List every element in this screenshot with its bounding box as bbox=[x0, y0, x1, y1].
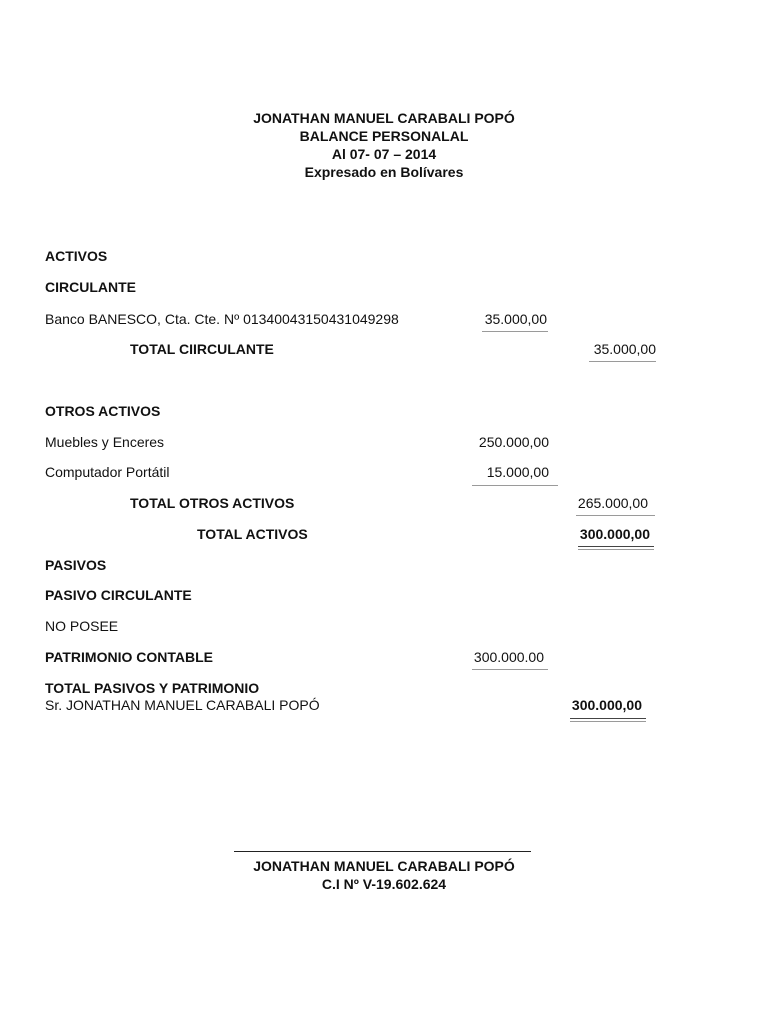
furniture-amount: 250.000,00 bbox=[478, 434, 549, 450]
total-assets-label: TOTAL ACTIVOS bbox=[197, 526, 308, 542]
total-other-assets-label: TOTAL OTROS ACTIVOS bbox=[130, 495, 295, 511]
bank-account-amount: 35.000,00 bbox=[484, 311, 547, 327]
current-liabilities-heading: PASIVO CIRCULANTE bbox=[45, 587, 192, 603]
currency-note: Expresado en Bolívares bbox=[304, 164, 464, 180]
laptop-amount-underline bbox=[472, 485, 558, 486]
current-assets-heading: CIRCULANTE bbox=[45, 279, 136, 295]
current-liabilities-value: NO POSEE bbox=[45, 618, 119, 634]
liabilities-heading: PASIVOS bbox=[45, 557, 107, 573]
equity-amount-underline bbox=[472, 669, 548, 670]
bank-amount-underline bbox=[482, 331, 548, 332]
total-other-assets-underline bbox=[576, 515, 655, 516]
owner-line: Sr. JONATHAN MANUEL CARABALI POPÓ bbox=[45, 697, 320, 713]
owner-name-heading: JONATHAN MANUEL CARABALI POPÓ bbox=[253, 110, 515, 126]
assets-heading: ACTIVOS bbox=[45, 248, 108, 264]
total-current-underline bbox=[589, 361, 656, 362]
other-assets-heading: OTROS ACTIVOS bbox=[45, 403, 161, 419]
document-title: BALANCE PERSONALAL bbox=[299, 128, 469, 144]
bank-account-label: Banco BANESCO, Cta. Cte. Nº 01340043150431049298 bbox=[45, 311, 399, 327]
total-current-amount: 35.000,00 bbox=[593, 341, 656, 357]
total-liabilities-equity-double-underline bbox=[570, 718, 646, 722]
total-liabilities-equity-label: TOTAL PASIVOS Y PATRIMONIO bbox=[45, 680, 260, 696]
equity-amount: 300.000.00 bbox=[473, 649, 544, 665]
furniture-label: Muebles y Enceres bbox=[45, 434, 165, 450]
laptop-amount: 15.000,00 bbox=[486, 464, 549, 480]
total-current-label: TOTAL CIIRCULANTE bbox=[130, 341, 274, 357]
total-other-assets-amount: 265.000,00 bbox=[577, 495, 648, 511]
signature-name: JONATHAN MANUEL CARABALI POPÓ bbox=[253, 858, 515, 874]
equity-label: PATRIMONIO CONTABLE bbox=[45, 649, 213, 665]
balance-date: Al 07- 07 – 2014 bbox=[331, 146, 437, 162]
signature-id: C.I Nº V-19.602.624 bbox=[321, 876, 447, 892]
signature-line bbox=[234, 851, 531, 852]
total-assets-double-underline bbox=[578, 546, 654, 550]
total-liabilities-equity-amount: 300.000,00 bbox=[571, 697, 642, 713]
laptop-label: Computador Portátil bbox=[45, 464, 170, 480]
total-assets-amount: 300.000,00 bbox=[579, 526, 650, 542]
